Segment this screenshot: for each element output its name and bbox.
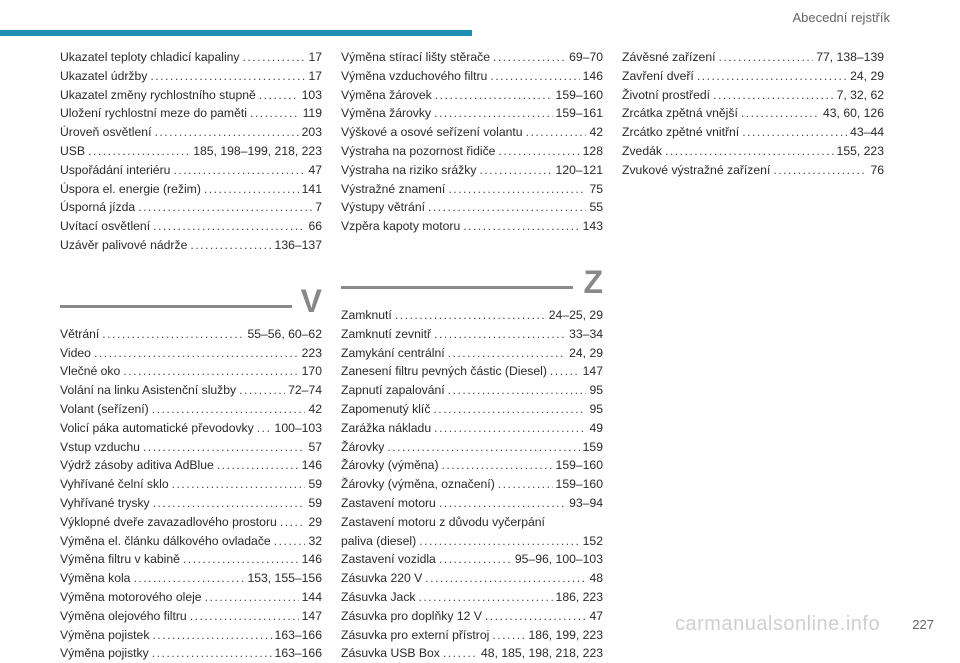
index-term: Žárovky xyxy=(341,439,385,454)
index-term: Výškové a osové seřízení volantu xyxy=(341,125,523,140)
index-entry xyxy=(341,48,603,67)
index-entry xyxy=(60,494,322,513)
leader-dots xyxy=(448,180,586,199)
leader-dots xyxy=(713,86,834,105)
index-term: Zásuvka USB Box xyxy=(341,646,440,661)
leader-dots xyxy=(434,419,586,438)
leader-dots xyxy=(435,86,553,105)
index-entry xyxy=(341,180,603,199)
index-entry xyxy=(60,142,322,161)
leader-dots xyxy=(190,607,299,626)
index-term: Volání na linku Asistenční služby xyxy=(60,383,237,398)
index-entry xyxy=(622,123,884,142)
index-pages: 59 xyxy=(308,477,322,492)
index-pages: 55 xyxy=(589,200,603,215)
leader-dots xyxy=(419,588,553,607)
index-entry xyxy=(60,456,322,475)
index-term: Zavření dveří xyxy=(622,68,694,83)
leader-dots xyxy=(395,306,546,325)
index-entry xyxy=(60,325,322,344)
leader-dots xyxy=(123,362,298,381)
leader-dots xyxy=(133,569,244,588)
index-term: Ukazatel změny rychlostního stupně xyxy=(60,87,256,102)
index-entry xyxy=(60,123,322,142)
section-letter-v: V xyxy=(300,282,322,319)
index-pages: 7, 32, 62 xyxy=(836,87,884,102)
leader-dots xyxy=(154,123,298,142)
index-pages: 66 xyxy=(308,219,322,234)
index-pages: 120–121 xyxy=(555,162,603,177)
index-pages: 33–34 xyxy=(569,326,603,341)
index-pages: 146 xyxy=(582,68,603,83)
leader-dots xyxy=(150,67,305,86)
leader-dots xyxy=(152,400,306,419)
index-term: Výstražné znamení xyxy=(341,181,446,196)
leader-dots xyxy=(172,475,306,494)
leader-dots xyxy=(152,644,272,663)
index-entry xyxy=(60,626,322,645)
index-entry xyxy=(341,513,603,551)
index-pages: 223 xyxy=(301,345,322,360)
leader-dots xyxy=(94,344,299,363)
leader-dots xyxy=(153,494,306,513)
leader-dots xyxy=(138,198,312,217)
page-header-title: Abecední rejstřík xyxy=(792,10,890,25)
index-pages: 185, 198–199, 218, 223 xyxy=(193,143,322,158)
leader-dots xyxy=(448,381,587,400)
index-entry xyxy=(60,381,322,400)
index-pages: 141 xyxy=(301,181,322,196)
index-term: Video xyxy=(60,345,91,360)
index-pages: 100–103 xyxy=(274,420,322,435)
index-entry xyxy=(60,475,322,494)
leader-dots xyxy=(204,180,299,199)
leader-dots xyxy=(498,475,553,494)
index-pages: 186, 223 xyxy=(555,589,603,604)
index-term: Výměna žárovek xyxy=(341,87,432,102)
index-term: Závěsné zařízení xyxy=(622,50,716,64)
index-term: Zastavení motoru xyxy=(341,495,436,510)
index-term: Zapnutí zapalování xyxy=(341,383,445,398)
leader-dots xyxy=(217,456,299,475)
index-pages: 43–44 xyxy=(850,125,884,140)
index-pages: 159–160 xyxy=(555,87,603,102)
index-pages: 163–166 xyxy=(274,627,322,642)
index-term: Výstraha na pozornost řidiče xyxy=(341,143,496,158)
leader-dots xyxy=(239,381,285,400)
index-entry xyxy=(341,198,603,217)
index-entry xyxy=(341,626,603,645)
index-pages: 155, 223 xyxy=(836,143,884,158)
index-term: Výměna el. článku dálkového ovladače xyxy=(60,533,271,548)
leader-dots xyxy=(439,494,566,513)
leader-dots xyxy=(498,142,579,161)
index-term: Ukazatel údržby xyxy=(60,68,148,83)
index-term: Ukazatel teploty chladicí kapaliny xyxy=(60,50,240,64)
section-letter-z: Z xyxy=(583,263,603,300)
index-pages: 47 xyxy=(589,608,603,623)
index-term-line1: Zastavení motoru z důvodu vyčerpání xyxy=(341,514,545,529)
index-pages: 146 xyxy=(301,458,322,473)
index-term: Volant (seřízení) xyxy=(60,401,149,416)
index-term: Zapomenutý klíč xyxy=(341,401,431,416)
leader-dots xyxy=(280,513,306,532)
index-term: Úsporná jízda xyxy=(60,200,136,215)
index-entry xyxy=(60,344,322,363)
leader-dots xyxy=(243,48,306,67)
index-pages: 32 xyxy=(308,533,322,548)
index-entry xyxy=(341,588,603,607)
index-entry xyxy=(60,438,322,457)
index-term: Zvedák xyxy=(622,143,662,158)
index-pages: 144 xyxy=(301,589,322,604)
index-entry xyxy=(341,123,603,142)
index-term: Výměna filtru v kabině xyxy=(60,552,180,567)
index-entry xyxy=(341,104,603,123)
index-column-2 xyxy=(341,48,603,663)
index-entry xyxy=(341,362,603,381)
index-term: Úroveň osvětlení xyxy=(60,125,152,140)
index-column-3 xyxy=(622,48,884,180)
index-term: Výměna kola xyxy=(60,571,131,586)
page-number: 227 xyxy=(912,617,934,632)
watermark: carmanualsonline.info xyxy=(675,613,881,635)
index-pages: 72–74 xyxy=(288,383,322,398)
index-term: Výměna žárovky xyxy=(341,106,432,121)
index-column-1 xyxy=(60,48,322,663)
index-pages: 29 xyxy=(308,514,322,529)
index-entry xyxy=(60,161,322,180)
index-term: Zvukové výstražné zařízení xyxy=(622,162,771,177)
leader-dots xyxy=(463,217,579,236)
index-term: Úspora el. energie (režim) xyxy=(60,181,201,196)
index-pages: 153, 155–156 xyxy=(247,571,322,586)
leader-dots xyxy=(665,142,834,161)
index-pages: 186, 199, 223 xyxy=(528,627,603,642)
index-entry xyxy=(341,419,603,438)
index-term: Výměna pojistky xyxy=(60,646,149,661)
index-entry xyxy=(341,644,603,663)
index-entry xyxy=(60,400,322,419)
index-entry xyxy=(60,569,322,588)
index-term: Volicí páka automatické převodovky xyxy=(60,420,254,435)
index-pages: 147 xyxy=(582,364,603,379)
index-pages: 69–70 xyxy=(569,50,603,64)
index-entry xyxy=(622,67,884,86)
index-term: Zásuvka 220 V xyxy=(341,571,423,586)
index-pages: 47 xyxy=(308,162,322,177)
index-term: Žárovky (výměna, označení) xyxy=(341,477,495,492)
leader-dots xyxy=(442,456,553,475)
index-term: Zamykání centrální xyxy=(341,345,445,360)
leader-dots xyxy=(439,550,512,569)
leader-dots xyxy=(741,104,820,123)
index-term: paliva (diesel) xyxy=(341,533,417,548)
leader-dots xyxy=(490,67,579,86)
index-entry xyxy=(622,48,884,67)
index-entry xyxy=(622,104,884,123)
leader-dots xyxy=(493,48,566,67)
index-entry xyxy=(60,48,322,67)
index-entry xyxy=(60,198,322,217)
index-term: Zásuvka pro externí přístroj xyxy=(341,627,490,642)
index-pages: 203 xyxy=(301,125,322,140)
index-entry xyxy=(341,161,603,180)
index-pages: 103 xyxy=(301,87,322,102)
index-term: USB xyxy=(60,143,86,158)
index-term: Zamknutí xyxy=(341,307,392,322)
leader-dots xyxy=(526,123,587,142)
index-term: Životní prostředí xyxy=(622,87,711,102)
index-entry xyxy=(341,569,603,588)
index-term: Výměna pojistek xyxy=(60,627,150,642)
index-term: Vlečné oko xyxy=(60,364,121,379)
index-pages: 77, 138–139 xyxy=(816,50,884,64)
leader-dots xyxy=(550,362,580,381)
index-entry xyxy=(341,456,603,475)
leader-dots xyxy=(434,104,552,123)
index-term: Zarážka nákladu xyxy=(341,420,432,435)
leader-dots xyxy=(419,532,579,551)
index-term: Vzpěra kapoty motoru xyxy=(341,219,461,234)
leader-dots xyxy=(88,142,190,161)
index-pages: 152 xyxy=(582,533,603,548)
index-pages: 55–56, 60–62 xyxy=(247,326,322,341)
index-pages: 147 xyxy=(301,608,322,623)
index-entry xyxy=(60,513,322,532)
index-pages: 24, 29 xyxy=(569,345,603,360)
index-pages: 119 xyxy=(302,106,322,121)
index-entry xyxy=(341,438,603,457)
index-pages: 17 xyxy=(308,68,322,83)
leader-dots xyxy=(143,438,305,457)
index-term-line2 xyxy=(341,532,603,551)
index-entry xyxy=(341,86,603,105)
index-entry xyxy=(341,67,603,86)
leader-dots xyxy=(479,161,552,180)
index-entry xyxy=(60,180,322,199)
index-entry xyxy=(60,104,322,123)
index-term: Zásuvka Jack xyxy=(341,589,416,604)
index-pages: 75 xyxy=(589,181,603,196)
index-entry xyxy=(341,550,603,569)
index-term: Vstup vzduchu xyxy=(60,439,140,454)
index-pages: 159–161 xyxy=(555,106,603,121)
index-term: Výstraha na riziko srážky xyxy=(341,162,477,177)
index-pages: 42 xyxy=(308,401,322,416)
index-entry xyxy=(341,142,603,161)
leader-dots xyxy=(183,550,299,569)
leader-dots xyxy=(205,588,299,607)
index-pages: 49 xyxy=(589,420,603,435)
leader-dots xyxy=(773,161,867,180)
index-pages: 95 xyxy=(589,383,603,398)
index-entry xyxy=(341,494,603,513)
leader-dots xyxy=(387,438,579,457)
index-entry xyxy=(341,344,603,363)
index-term: Výměna stírací lišty stěrače xyxy=(341,50,491,64)
index-term: Výstupy větrání xyxy=(341,200,425,215)
index-entry xyxy=(341,325,603,344)
index-term: Zrcátka zpětná vnější xyxy=(622,106,738,121)
index-pages: 17 xyxy=(308,50,322,64)
index-term: Větrání xyxy=(60,326,100,341)
leader-dots xyxy=(718,48,813,67)
leader-dots xyxy=(742,123,847,142)
index-term: Žárovky (výměna) xyxy=(341,458,439,473)
index-pages: 48 xyxy=(589,571,603,586)
index-term: Výdrž zásoby aditiva AdBlue xyxy=(60,458,214,473)
index-pages: 57 xyxy=(308,439,322,454)
leader-dots xyxy=(443,644,478,663)
index-pages: 146 xyxy=(301,552,322,567)
index-entry xyxy=(60,419,322,438)
leader-dots xyxy=(190,236,271,255)
index-pages: 24–25, 29 xyxy=(548,307,603,322)
index-entry xyxy=(341,475,603,494)
index-entry xyxy=(60,532,322,551)
index-pages: 93–94 xyxy=(569,495,603,510)
index-term: Uvítací osvětlení xyxy=(60,219,151,234)
leader-dots xyxy=(152,626,271,645)
index-pages: 128 xyxy=(582,143,603,158)
section-rule xyxy=(60,305,292,308)
index-pages: 159–160 xyxy=(555,477,603,492)
index-pages: 163–166 xyxy=(274,646,322,661)
index-pages: 143 xyxy=(582,219,603,234)
index-entry xyxy=(60,607,322,626)
index-entry xyxy=(622,161,884,180)
index-entry xyxy=(60,236,322,255)
index-term: Zásuvka pro doplňky 12 V xyxy=(341,608,482,623)
leader-dots xyxy=(102,325,244,344)
leader-dots xyxy=(250,104,300,123)
index-pages: 159 xyxy=(582,439,603,454)
index-term: Zanesení filtru pevných částic (Diesel) xyxy=(341,364,547,379)
index-entry xyxy=(341,217,603,236)
index-entry xyxy=(60,362,322,381)
index-term: Výměna olejového filtru xyxy=(60,608,187,623)
index-entry xyxy=(622,86,884,105)
leader-dots xyxy=(697,67,847,86)
index-entry xyxy=(60,86,322,105)
index-entry xyxy=(341,306,603,325)
index-entry xyxy=(60,550,322,569)
index-pages: 43, 60, 126 xyxy=(823,106,884,121)
index-term: Zamknutí zevnitř xyxy=(341,326,432,341)
index-pages: 76 xyxy=(870,162,884,177)
index-pages: 48, 185, 198, 218, 223 xyxy=(481,646,603,661)
leader-dots xyxy=(425,569,586,588)
index-term: Zrcátko zpětné vnitřní xyxy=(622,125,740,140)
leader-dots xyxy=(274,532,306,551)
index-entry xyxy=(341,381,603,400)
index-pages: 7 xyxy=(315,200,322,215)
section-rule xyxy=(341,286,573,289)
index-term: Uložení rychlostní meze do paměti xyxy=(60,106,247,121)
leader-dots xyxy=(259,86,299,105)
section-header-v xyxy=(60,281,322,321)
leader-dots xyxy=(448,344,566,363)
index-entry xyxy=(341,400,603,419)
index-pages: 170 xyxy=(301,364,322,379)
index-term: Výklopné dveře zavazadlového prostoru xyxy=(60,514,277,529)
index-entry xyxy=(60,67,322,86)
index-pages: 24, 29 xyxy=(850,68,884,83)
leader-dots xyxy=(434,325,566,344)
index-entry xyxy=(622,142,884,161)
index-pages: 42 xyxy=(589,125,603,140)
index-entry xyxy=(60,588,322,607)
index-term: Uspořádání interiéru xyxy=(60,162,171,177)
leader-dots xyxy=(485,607,587,626)
leader-dots xyxy=(433,400,586,419)
index-entry xyxy=(60,217,322,236)
index-pages: 59 xyxy=(308,495,322,510)
index-pages: 95 xyxy=(589,401,603,416)
index-pages: 95–96, 100–103 xyxy=(514,552,603,567)
index-pages: 159–160 xyxy=(555,458,603,473)
index-term: Zastavení vozidla xyxy=(341,552,436,567)
section-header-z xyxy=(341,262,603,302)
index-entry xyxy=(341,607,603,626)
leader-dots xyxy=(257,419,272,438)
leader-dots xyxy=(492,626,525,645)
leader-dots xyxy=(173,161,305,180)
header-accent-bar xyxy=(0,30,472,36)
leader-dots xyxy=(428,198,586,217)
index-term: Výměna motorového oleje xyxy=(60,589,202,604)
index-term: Vyhřívané čelní sklo xyxy=(60,477,169,492)
index-term: Vyhřívané trysky xyxy=(60,495,150,510)
index-pages: 136–137 xyxy=(274,237,322,252)
index-entry xyxy=(60,644,322,663)
leader-dots xyxy=(153,217,305,236)
index-term: Uzávěr palivové nádrže xyxy=(60,237,188,252)
index-term: Výměna vzduchového filtru xyxy=(341,68,488,83)
